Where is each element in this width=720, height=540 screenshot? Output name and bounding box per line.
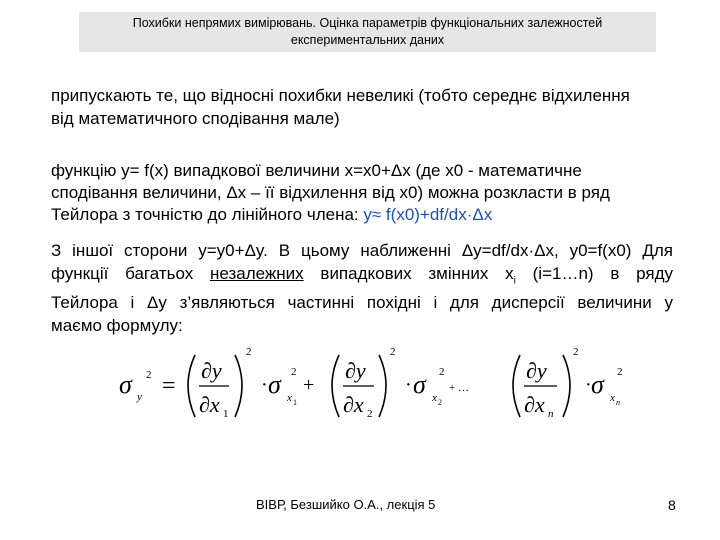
assumption-line-2: від математичного сподівання мале) bbox=[51, 109, 340, 128]
formula-dx-2: ∂x bbox=[343, 392, 364, 417]
variance-line-2 bbox=[51, 263, 673, 293]
formula-sigma-n: σ bbox=[591, 370, 604, 399]
taylor-line-3-text: Тейлора з точністю до лінійного члена: bbox=[51, 205, 364, 224]
paragraph-assumption bbox=[51, 84, 691, 130]
formula-sub-1: 1 bbox=[223, 408, 229, 420]
header-line-1: Похибки непрямих вимірювань. Оцінка параметрів функціональних залежностей bbox=[132, 16, 603, 30]
formula-equals: = bbox=[162, 373, 176, 399]
taylor-line-3 bbox=[51, 204, 651, 226]
assumption-line-1: припускають те, що відносні похибки невеликі (тобто середнє відхилення bbox=[51, 86, 630, 105]
variance-formula bbox=[117, 345, 637, 425]
taylor-line-1: функцію y= f(x) випадкової величини x=x0+Δx (де x0 - математичне bbox=[51, 161, 582, 180]
formula-x-sub-n: n bbox=[616, 398, 620, 407]
formula-x-2: x bbox=[432, 392, 437, 404]
formula-x-n: x bbox=[610, 392, 615, 404]
formula-sigma-2: σ bbox=[413, 370, 426, 399]
formula-dy-n: ∂y bbox=[526, 358, 547, 383]
paren-close-1 bbox=[235, 355, 242, 417]
formula-exp-nb: 2 bbox=[617, 366, 623, 378]
formula-sigma-1: σ bbox=[268, 370, 281, 399]
formula-exp-0: 2 bbox=[146, 369, 152, 381]
formula-x-1: x bbox=[287, 392, 292, 404]
formula-sigma: σ bbox=[119, 370, 132, 399]
formula-exp-1: 2 bbox=[246, 346, 252, 358]
formula-dx-1: ∂x bbox=[199, 392, 220, 417]
formula-x-sub-1: 1 bbox=[293, 398, 297, 407]
formula-exp-2: 2 bbox=[390, 346, 396, 358]
paren-close-n bbox=[563, 355, 570, 417]
header-line-2: експериментальних даних bbox=[290, 33, 445, 47]
formula-dy-1: ∂y bbox=[201, 358, 222, 383]
taylor-line-2: сподівання величини, Δx – її відхилення від x0) можна розкласти в ряд bbox=[51, 183, 610, 202]
paren-open-1 bbox=[188, 355, 195, 417]
formula-dot-1: · bbox=[261, 374, 268, 396]
formula-dy-2: ∂y bbox=[345, 358, 366, 383]
formula-sub-2: 2 bbox=[367, 408, 373, 420]
formula-plus-2: + bbox=[449, 382, 456, 394]
variance-line-1: З іншої сторони y=y0+Δy. В цьому наближенні Δy=df/dx·Δx, y0=f(x0) Для bbox=[51, 241, 673, 260]
paren-open-2 bbox=[332, 355, 339, 417]
formula-dot-2: · bbox=[405, 374, 412, 396]
paragraph-variance bbox=[51, 240, 673, 337]
formula-plus-1: + bbox=[303, 374, 315, 396]
formula-sub-y: y bbox=[137, 391, 142, 403]
formula-exp-1b: 2 bbox=[291, 366, 297, 378]
formula-exp-2b: 2 bbox=[439, 366, 445, 378]
formula-exp-n: 2 bbox=[573, 346, 579, 358]
formula-x-sub-2: 2 bbox=[438, 398, 442, 407]
variance-line-3: Тейлора і Δy з’являються частинні похідні і для дисперсії величини y bbox=[51, 293, 673, 313]
paren-open-n bbox=[513, 355, 520, 417]
formula-dot-n: · bbox=[585, 374, 592, 396]
variance-line-2-c: (i=1…n) в ряду bbox=[515, 263, 673, 283]
paragraph-taylor bbox=[51, 160, 651, 226]
slide-header bbox=[79, 12, 656, 52]
footer-credit: ВІВР, Безшийко О.А., лекція 5 bbox=[256, 497, 436, 512]
formula-sub-n: n bbox=[548, 408, 554, 420]
variance-line-2-a: функції багатьох bbox=[51, 263, 210, 283]
formula-ellipsis: … bbox=[458, 382, 469, 394]
variance-line-2-b: випадкових змінних x bbox=[303, 263, 514, 283]
taylor-formula: y≈ f(x0)+df/dx·Δx bbox=[363, 205, 493, 224]
formula-dx-n: ∂x bbox=[524, 392, 545, 417]
paren-close-2 bbox=[379, 355, 386, 417]
page-number: 8 bbox=[668, 497, 676, 513]
variance-line-4: маємо формулу: bbox=[51, 315, 183, 335]
underlined-word: незалежних bbox=[209, 263, 304, 283]
subscript-i: i bbox=[513, 274, 516, 286]
